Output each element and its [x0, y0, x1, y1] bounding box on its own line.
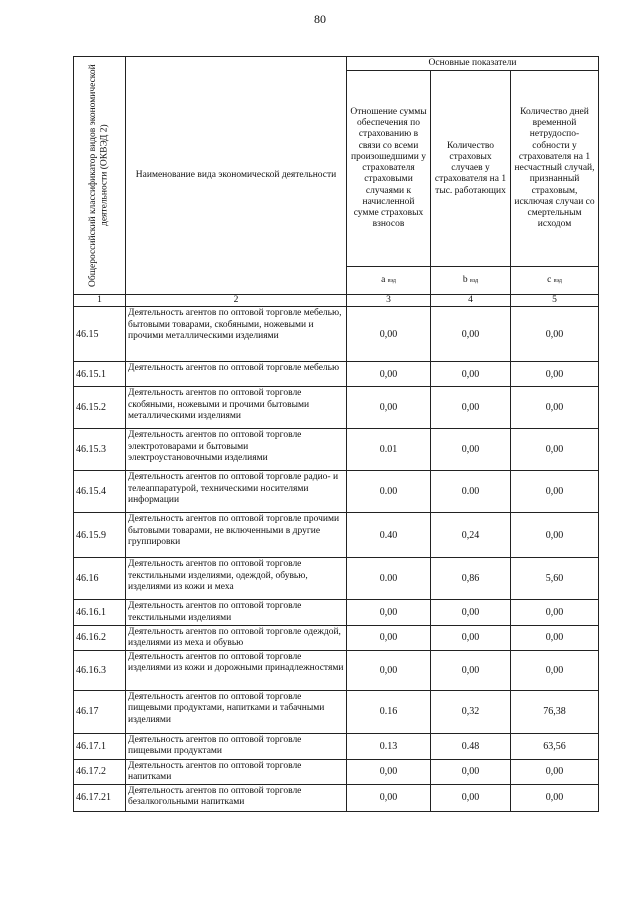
okved-code: 46.16.3 [74, 651, 126, 691]
value-b: 0,24 [431, 513, 511, 558]
table-row [74, 307, 599, 362]
okved-header [74, 57, 126, 295]
value-c: 0,00 [511, 785, 599, 812]
value-a: 0,00 [347, 387, 431, 429]
value-c: 5,60 [511, 558, 599, 600]
value-a: 0,00 [347, 307, 431, 362]
value-c: 0,00 [511, 513, 599, 558]
activity-name: Деятельность агентов по оптовой торговле текстильными изделиями, одеждой, обувью, изделиями из кожи и меха [126, 558, 347, 600]
activity-name: Деятельность агентов по оптовой торговле одеждой, изделиями из меха и обувью [126, 625, 347, 650]
value-b: 0,00 [431, 307, 511, 362]
okved-code: 46.15.4 [74, 471, 126, 513]
table-row [74, 785, 599, 812]
activity-name-header-text: Наименование вида экономической деятельности [135, 170, 337, 180]
value-a: 0,00 [347, 651, 431, 691]
value-c: 0,00 [511, 429, 599, 471]
table-row [74, 734, 599, 759]
value-c: 0,00 [511, 651, 599, 691]
table-row [74, 759, 599, 784]
okved-code: 46.15.2 [74, 387, 126, 429]
index-cell: 1 [74, 295, 126, 307]
days-header: Количество дней временной нетрудоспо-собности у страхователя на 1 несчастный случай, признанный страховым, исключая случаи со смертельным исходом [511, 71, 599, 267]
okved-code: 46.15.9 [74, 513, 126, 558]
activity-name: Деятельность агентов по оптовой торговле прочими бытовыми товарами, не включенными в другие группировки [126, 513, 347, 558]
table-row [74, 691, 599, 734]
value-a: 0,00 [347, 785, 431, 812]
symbol-b: b вэд [431, 267, 511, 295]
cases-header: Количество страховых случаев у страхователя на 1 тыс. работающих [431, 71, 511, 267]
index-cell: 2 [126, 295, 347, 307]
activity-name: Деятельность агентов по оптовой торговле пищевыми продуктами [126, 734, 347, 759]
okved-code: 46.15.3 [74, 429, 126, 471]
value-c: 0,00 [511, 362, 599, 387]
index-cell: 4 [431, 295, 511, 307]
table-row [74, 387, 599, 429]
value-b: 0,00 [431, 625, 511, 650]
value-a: 0,00 [347, 362, 431, 387]
activity-name: Деятельность агентов по оптовой торговле текстильными изделиями [126, 600, 347, 625]
activity-name-header [126, 57, 347, 295]
column-index-row [74, 295, 599, 307]
value-b: 0,32 [431, 691, 511, 734]
value-b: 0,00 [431, 387, 511, 429]
activity-name: Деятельность агентов по оптовой торговле напитками [126, 759, 347, 784]
table-body [74, 307, 599, 812]
activity-name: Деятельность агентов по оптовой торговле безалкогольными напитками [126, 785, 347, 812]
value-b: 0.48 [431, 734, 511, 759]
table-row [74, 558, 599, 600]
value-b: 0,00 [431, 429, 511, 471]
okved-code: 46.17 [74, 691, 126, 734]
value-b: 0,00 [431, 362, 511, 387]
okved-header-text: Общероссийский классификатор видов экономической деятельности (ОКВЭД 2) [88, 64, 110, 287]
okved-code: 46.15.1 [74, 362, 126, 387]
symbol-c: c вэд [511, 267, 599, 295]
okved-code: 46.15 [74, 307, 126, 362]
value-a: 0.40 [347, 513, 431, 558]
value-b: 0,86 [431, 558, 511, 600]
table-row [74, 651, 599, 691]
value-b: 0,00 [431, 785, 511, 812]
table-row [74, 513, 599, 558]
value-a: 0,00 [347, 759, 431, 784]
value-c: 0,00 [511, 600, 599, 625]
table-row [74, 600, 599, 625]
value-a: 0.16 [347, 691, 431, 734]
value-a: 0.00 [347, 558, 431, 600]
table-row [74, 471, 599, 513]
value-a: 0.01 [347, 429, 431, 471]
value-a: 0,00 [347, 600, 431, 625]
activity-name: Деятельность агентов по оптовой торговле изделиями из кожи и дорожными принадлежностями [126, 651, 347, 691]
value-b: 0,00 [431, 600, 511, 625]
value-a: 0.00 [347, 471, 431, 513]
value-c: 0,00 [511, 307, 599, 362]
value-c: 63,56 [511, 734, 599, 759]
value-b: 0,00 [431, 759, 511, 784]
index-cell: 3 [347, 295, 431, 307]
okved-code: 46.16 [74, 558, 126, 600]
page-number: 80 [314, 12, 326, 26]
value-c: 76,38 [511, 691, 599, 734]
index-cell: 5 [511, 295, 599, 307]
okved-code: 46.17.21 [74, 785, 126, 812]
activity-name: Деятельность агентов по оптовой торговле радио- и телеаппаратурой, техническими носителями информации [126, 471, 347, 513]
activity-name: Деятельность агентов по оптовой торговле пищевыми продуктами, напитками и табачными изделиями [126, 691, 347, 734]
activity-name: Деятельность агентов по оптовой торговле скобяными, ножевыми и прочими бытовыми металлическими изделиями [126, 387, 347, 429]
okved-code: 46.16.1 [74, 600, 126, 625]
value-a: 0,00 [347, 625, 431, 650]
main-indicators-header: Основные показатели [347, 57, 599, 71]
indicators-table [73, 56, 599, 812]
symbol-a: a вэд [347, 267, 431, 295]
activity-name: Деятельность агентов по оптовой торговле мебелью [126, 362, 347, 387]
activity-name: Деятельность агентов по оптовой торговле электротоварами и бытовыми электроустановочными изделиями [126, 429, 347, 471]
table-row [74, 625, 599, 650]
value-b: 0,00 [431, 651, 511, 691]
activity-name: Деятельность агентов по оптовой торговле мебелью, бытовыми товарами, скобяными, ножевыми и прочими металлическими изделиями [126, 307, 347, 362]
value-c: 0,00 [511, 471, 599, 513]
value-b: 0.00 [431, 471, 511, 513]
ratio-header: Отношение суммы обеспечения по страхованию в связи со всеми произошедшими у страхователя страховыми случаями к начисленной сумме страховых взносов [347, 71, 431, 267]
okved-code: 46.17.1 [74, 734, 126, 759]
okved-code: 46.17.2 [74, 759, 126, 784]
table-row [74, 362, 599, 387]
value-c: 0,00 [511, 759, 599, 784]
okved-code: 46.16.2 [74, 625, 126, 650]
value-a: 0.13 [347, 734, 431, 759]
value-c: 0,00 [511, 387, 599, 429]
table-row [74, 429, 599, 471]
value-c: 0,00 [511, 625, 599, 650]
